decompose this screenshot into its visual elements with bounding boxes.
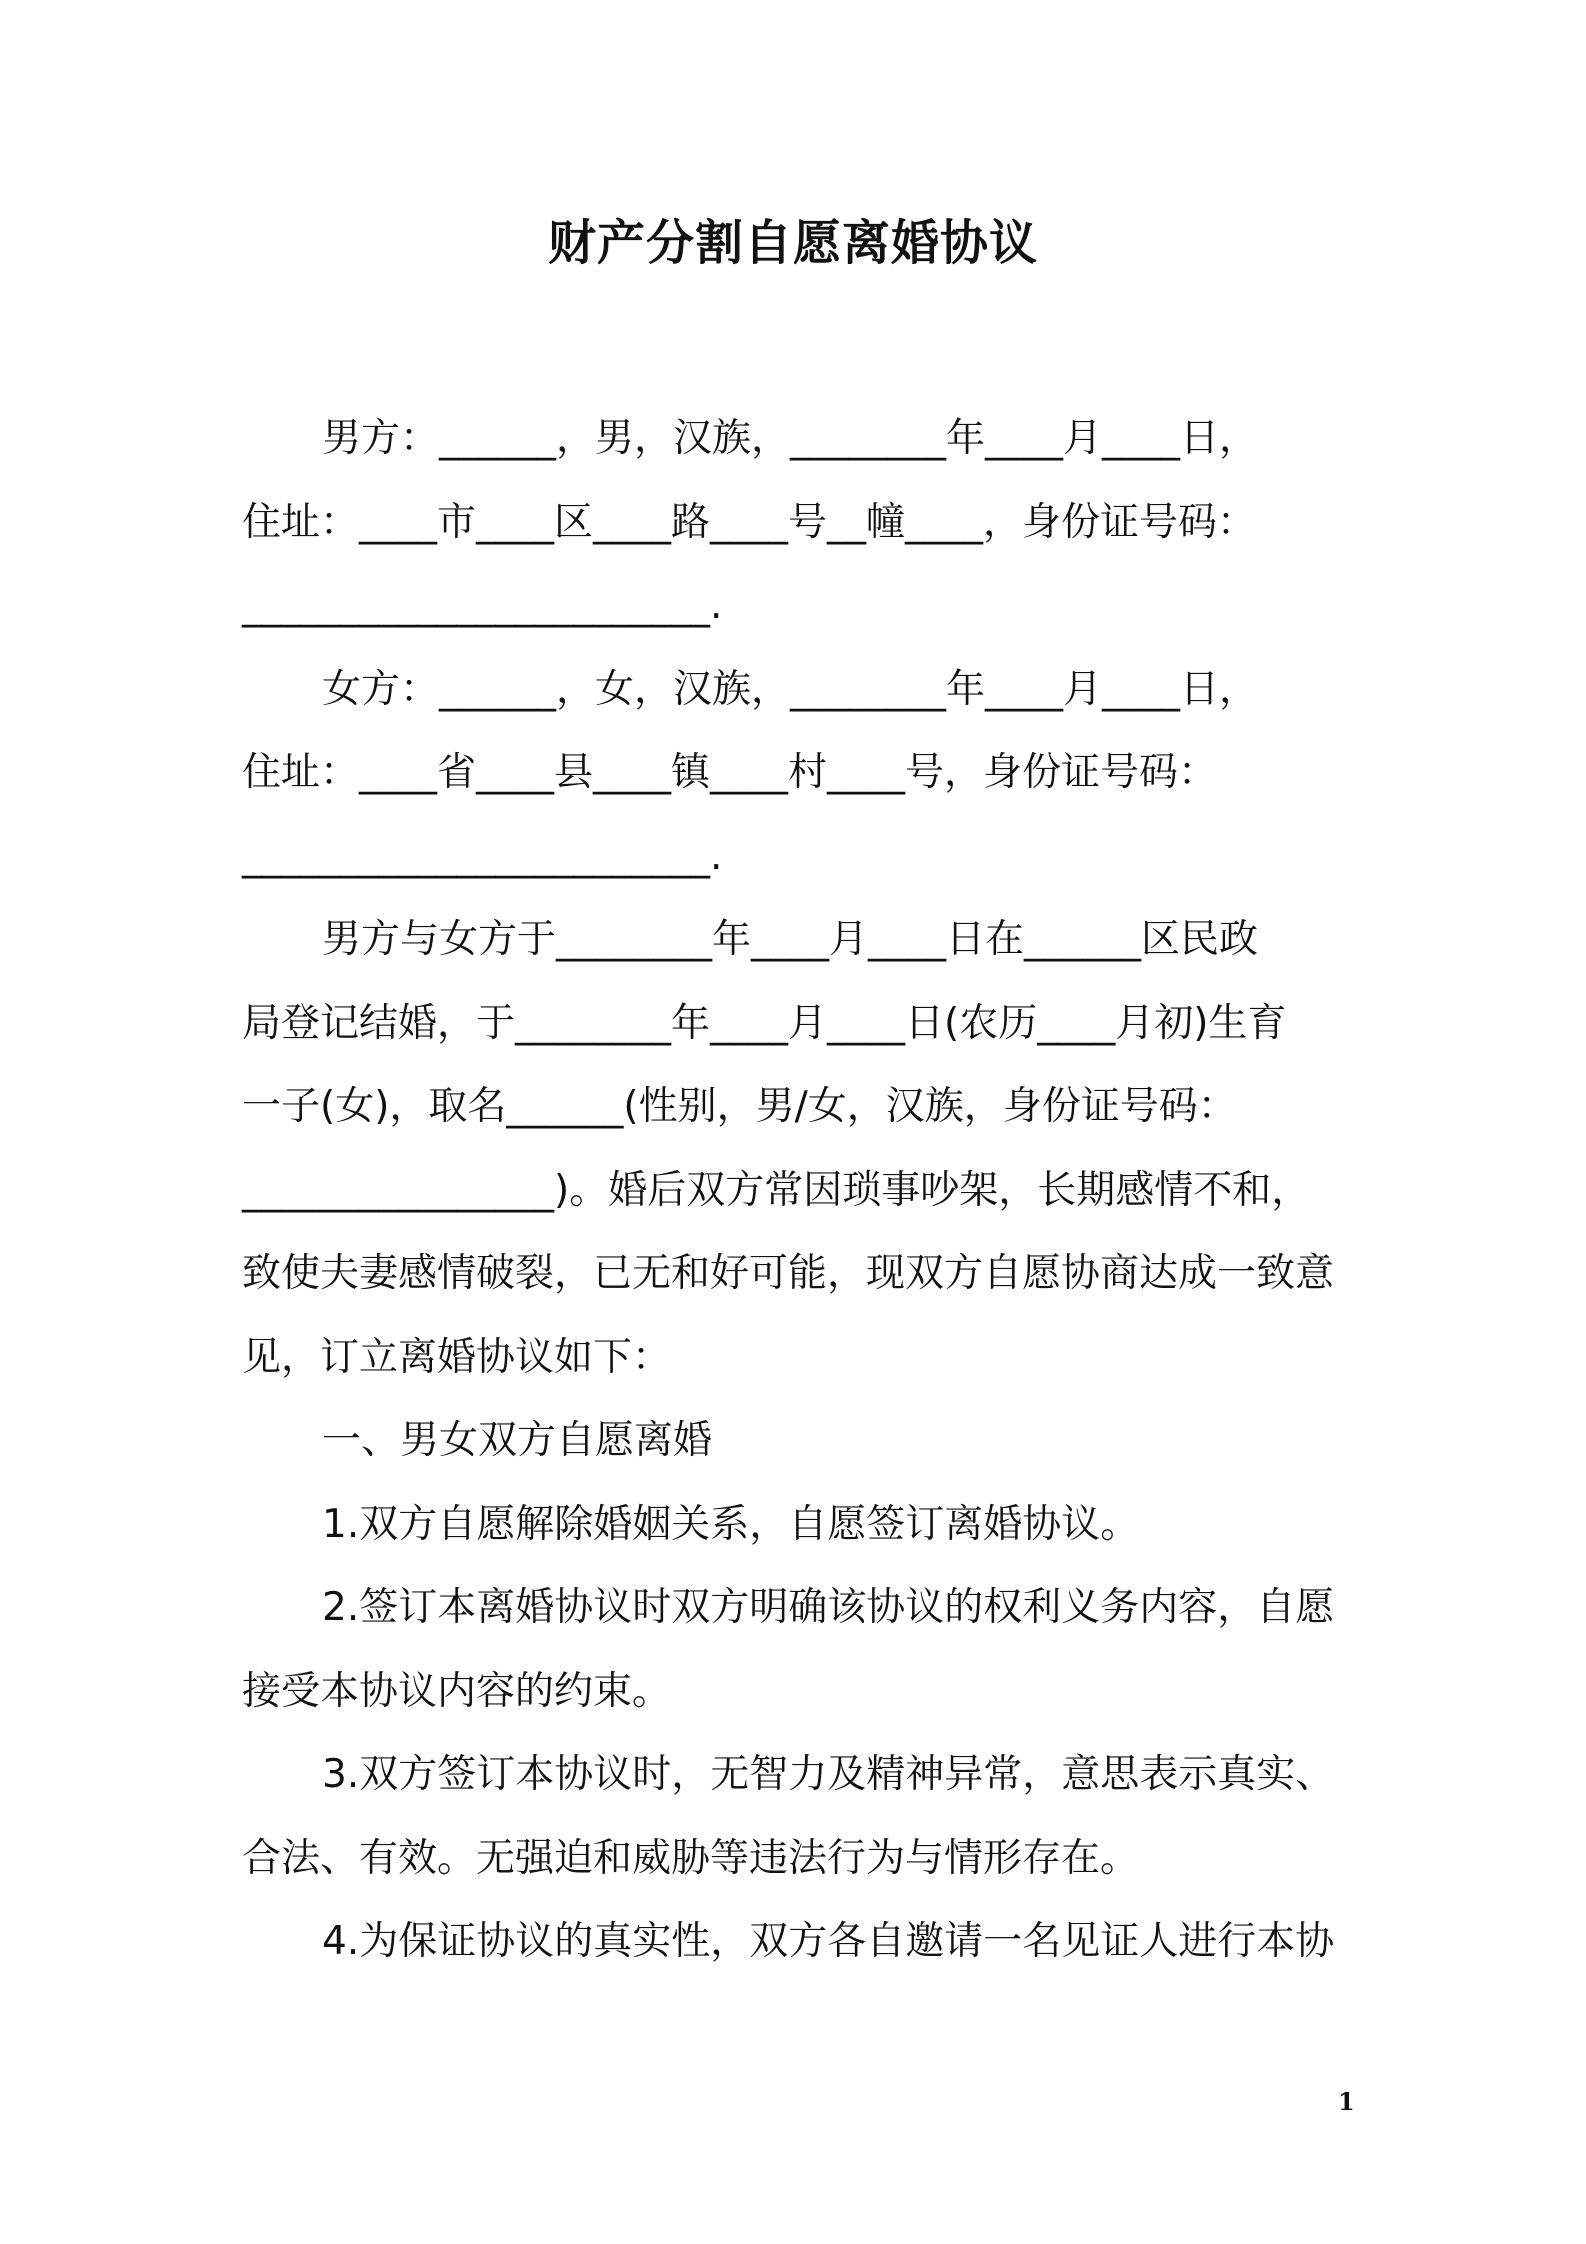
female-party-line-3: ________________________. [242, 833, 723, 879]
document-body [242, 397, 1362, 1984]
female-party-line-1: 女方：______，女，汉族，________年____月____日， [322, 666, 1259, 712]
clause-3-line-2: 合法、有效。无强迫和威胁等违法行为与情形存在。 [242, 1835, 1140, 1881]
marriage-info-line-3: 一子(女)，取名______(性别，男/女，汉族，身份证号码： [242, 1084, 1237, 1129]
clause-4-line-1: 4.为保证协议的真实性，双方各自邀请一名见证人进行本协 [322, 1919, 1335, 1964]
clause-1: 1.双方自愿解除婚姻关系，自愿签订离婚协议。 [322, 1501, 1140, 1547]
marriage-info-line-1: 男方与女方于________年____月____日在______区民政 [322, 917, 1259, 962]
clause-3-line-1: 3.双方签订本协议时，无智力及精神异常，意思表示真实、 [322, 1752, 1335, 1797]
male-party-line-2: 住址：____市____区____路____号__幢____，身份证号码： [242, 499, 1257, 545]
marriage-info-line-2: 局登记结婚，于________年____月____日(农历____月初)生育 [242, 1000, 1287, 1046]
marriage-info-line-5: 致使夫妻感情破裂，已无和好可能，现双方自愿协商达成一致意 [242, 1251, 1335, 1296]
clause-2-line-2: 接受本协议内容的约束。 [242, 1668, 672, 1714]
section-heading-1: 一、男女双方自愿离婚 [322, 1418, 713, 1463]
marriage-info-line-4: ________________)。婚后双方常因琐事吵架，长期感情不和， [242, 1167, 1311, 1213]
clause-2-line-1: 2.签订本离婚协议时双方明确该协议的权利义务内容，自愿 [322, 1585, 1335, 1630]
page-number: 1 [1338, 2087, 1355, 2116]
male-party-line-3: ________________________. [242, 583, 723, 628]
male-party-line-1: 男方：______，男，汉族，________年____月____日， [322, 416, 1259, 461]
document-title: 财产分割自愿离婚协议 [547, 215, 1038, 271]
marriage-info-line-6: 见，订立离婚协议如下： [242, 1334, 672, 1380]
female-party-line-2: 住址：____省____县____镇____村____号，身份证号码： [242, 750, 1218, 795]
